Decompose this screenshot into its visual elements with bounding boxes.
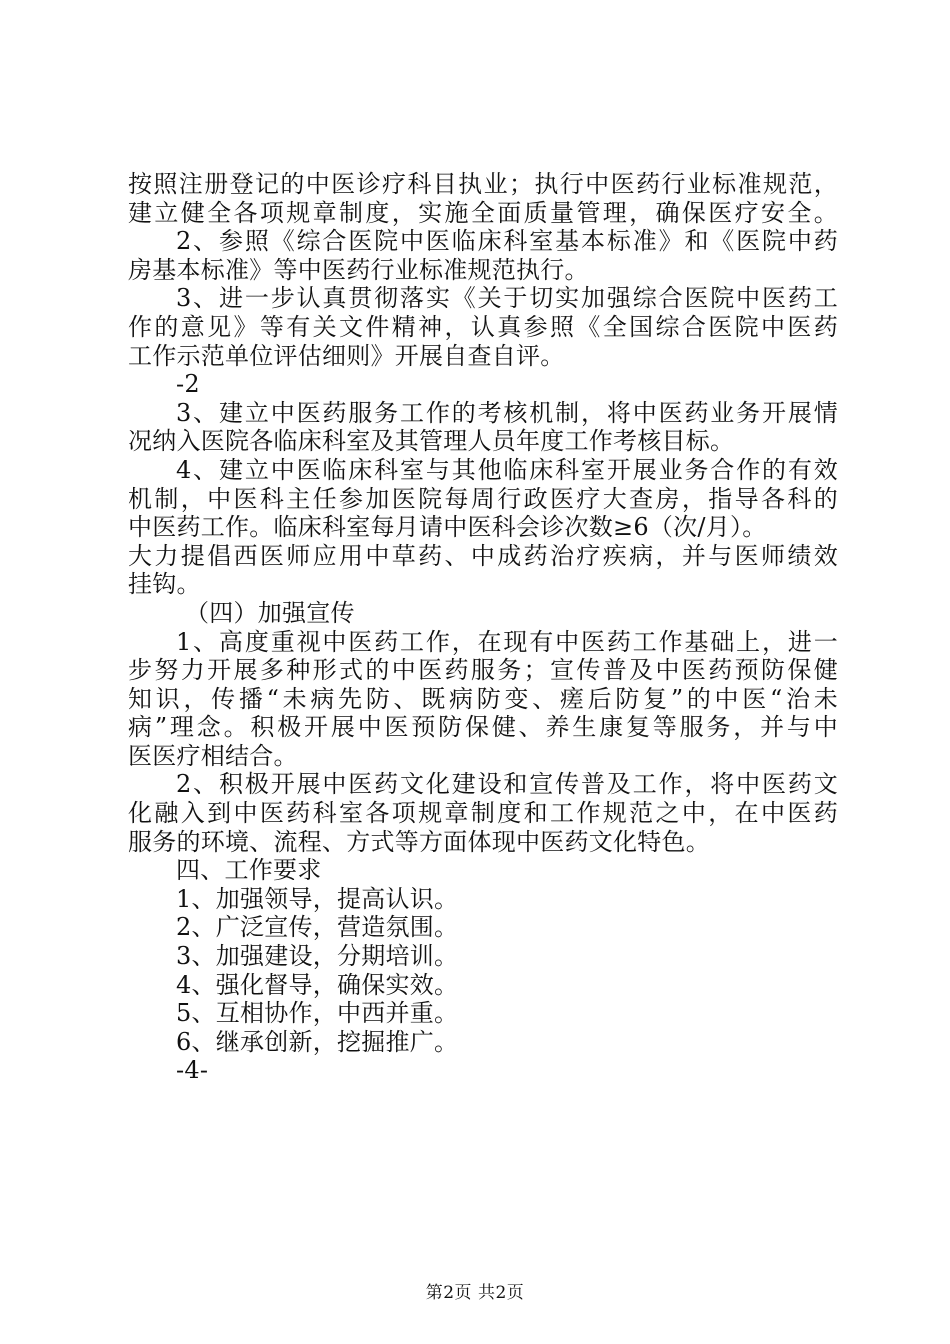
paragraph-line: 1、高度重视中医药工作，在现有中医药工作基础上，进一 <box>176 627 838 656</box>
paragraph-line: 医医疗相结合。 <box>128 741 298 770</box>
paragraph-line: 知识，传播“未病先防、既病防变、瘥后防复”的中医“治未 <box>128 684 838 713</box>
list-item: 5、互相协作，中西并重。 <box>176 999 459 1028</box>
paragraph-line: 病”理念。积极开展中医预防保健、养生康复等服务，并与中 <box>128 713 838 742</box>
list-item: 4、强化督导，确保实效。 <box>176 970 459 999</box>
paragraph-line: 步努力开展多种形式的中医药服务；宣传普及中医药预防保健 <box>128 656 838 685</box>
paragraph-line: 4、建立中医临床科室与其他临床科室开展业务合作的有效 <box>176 455 838 484</box>
list-item: 1、加强领导，提高认识。 <box>176 884 459 913</box>
paragraph-line: 作的意见》等有关文件精神，认真参照《全国综合医院中医药 <box>128 312 838 341</box>
list-item: 3、加强建设，分期培训。 <box>176 942 459 971</box>
list-item: 2、广泛宣传，营造氛围。 <box>176 913 459 942</box>
paragraph-line: 工作示范单位评估细则》开展自查自评。 <box>128 341 565 370</box>
paragraph-line: 服务的环境、流程、方式等方面体现中医药文化特色。 <box>128 827 710 856</box>
paragraph-line: 化融入到中医药科室各项规章制度和工作规范之中，在中医药 <box>128 799 838 828</box>
paragraph-line: 中医药工作。临床科室每月请中医科会诊次数≥6（次/月）。 <box>128 513 767 542</box>
paragraph-line: 按照注册登记的中医诊疗科目执业；执行中医药行业标准规范， <box>128 170 838 198</box>
paragraph-line: 大力提倡西医师应用中草药、中成药治疗疾病，并与医师绩效 <box>128 541 838 570</box>
paragraph-line: 建立健全各项规章制度，实施全面质量管理，确保医疗安全。 <box>128 198 838 227</box>
list-item: 6、继承创新，挖掘推广。 <box>176 1027 459 1056</box>
page-footer: 第2页 共2页 <box>425 1283 525 1303</box>
paragraph-line: 房基本标准》等中医药行业标准规范执行。 <box>128 255 589 284</box>
document-body <box>128 170 838 1085</box>
paragraph-line: 3、建立中医药服务工作的考核机制，将中医药业务开展情 <box>176 398 838 427</box>
paragraph-line: 挂钩。 <box>128 570 201 599</box>
section-heading: 四、工作要求 <box>176 856 322 885</box>
paragraph-line: 机制，中医科主任参加医院每周行政医疗大查房，指导各科的 <box>128 484 838 513</box>
page-marker: -2 <box>176 370 200 399</box>
paragraph-line: 3、进一步认真贯彻落实《关于切实加强综合医院中医药工 <box>176 284 838 313</box>
paragraph-line: 2、参照《综合医院中医临床科室基本标准》和《医院中药 <box>176 227 838 256</box>
paragraph-line: 况纳入医院各临床科室及其管理人员年度工作考核目标。 <box>128 427 735 456</box>
section-heading: （四）加强宣传 <box>185 598 355 627</box>
paragraph-line: 2、积极开展中医药文化建设和宣传普及工作，将中医药文 <box>176 770 838 799</box>
page-marker: -4- <box>176 1056 209 1085</box>
